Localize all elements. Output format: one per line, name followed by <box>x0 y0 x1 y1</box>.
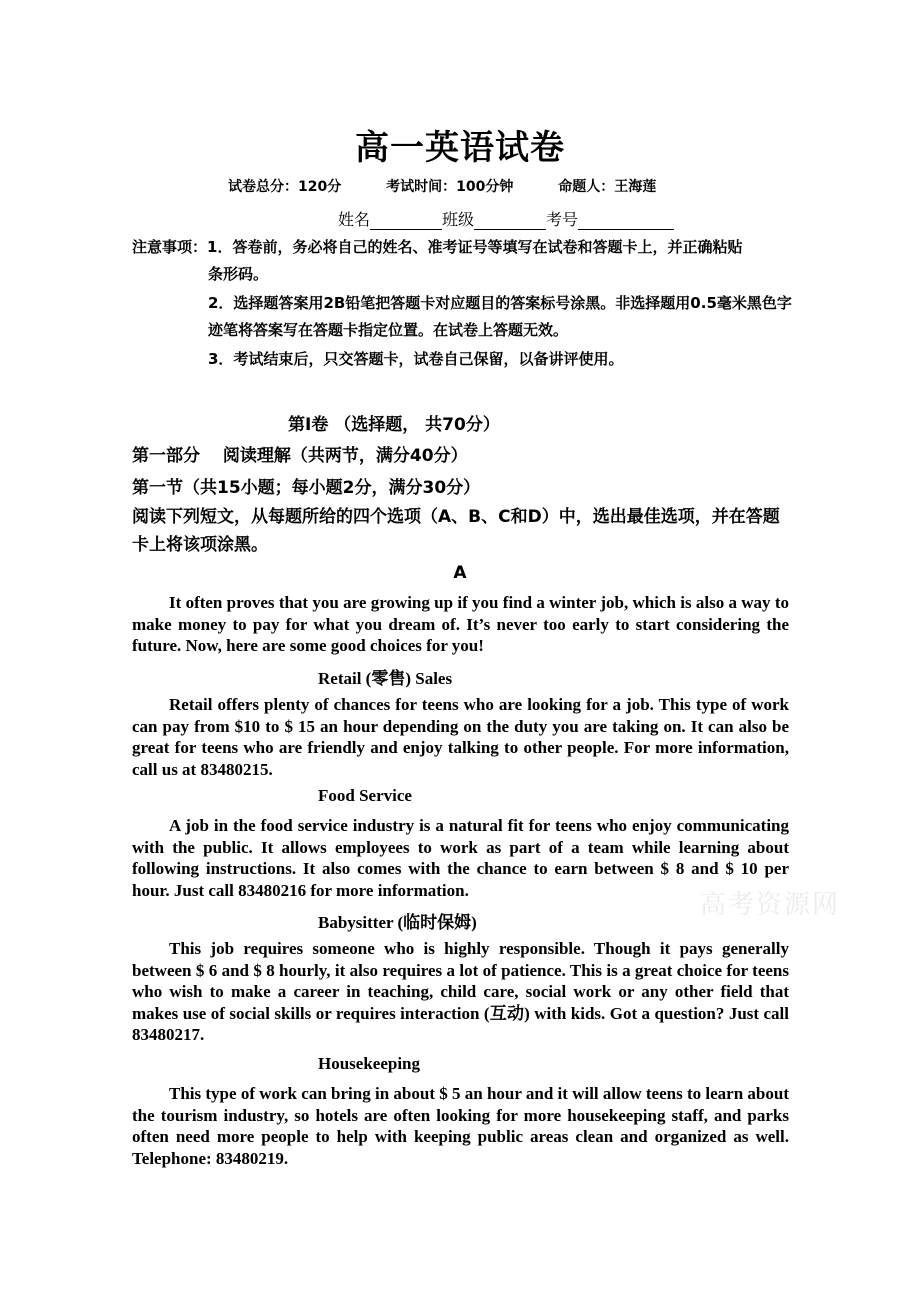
name-label: 姓名 <box>338 210 371 229</box>
job-body-food-text: A job in the food service industry is a natural fit for teens who enjoy communicating with the public. It allows employees to work as part of a team while learning about following instructions. It also comes with the chance to earn between $ 8 and $ 10 per hour. Just call 83480216 for more information. <box>132 816 789 900</box>
notice-item-1 <box>132 234 792 288</box>
job-body-housekeeping-text: This type of work can bring in about $ 5 an hour and it will allow teens to learn about the tourism industry, so hotels are often looking for more housekeeping staff, and parks often need more people to help with keeping public areas clean and organized as well. Telephone: 83480219. <box>132 1084 789 1168</box>
job-title-housekeeping: Housekeeping <box>318 1054 421 1073</box>
section1-heading: 第一节（共15小题；每小题2分，满分30分） <box>132 478 481 498</box>
job-body-babysitter-text: This job requires someone who is highly responsible. Though it pays generally between $ 6 and $ 8 hourly, it also requires a lot of patience. This is a great choice for teens who wish to make a career in teaching, child care, social work or any other field that makes use of social skills or requires interaction (互动) with kids. Got a question? Just call 83480217. <box>132 939 789 1045</box>
notice-item-1-text: 注意事项：1．答卷前，务必将自己的姓名、准考证号等填写在试卷和答题卡上，并正确粘贴 <box>132 238 743 256</box>
number-blank[interactable] <box>578 213 674 230</box>
exam-info <box>228 176 656 196</box>
notice-item-2: 2．选择题答案用2B铅笔把答题卡对应题目的答案标号涂黑。非选择题用0.5毫米黑色字迹笔将答案写在答题卡指定位置。在试卷上答题无效。 <box>208 294 792 339</box>
number-label: 考号 <box>546 210 579 229</box>
student-info-row <box>338 207 674 230</box>
total-score: 试卷总分：120分 <box>228 179 342 195</box>
passage-label: A <box>453 563 467 583</box>
notice-item-3: 3．考试结束后，只交答题卡，试卷自己保留，以备讲评使用。 <box>208 350 624 368</box>
page-title: 高一英语试卷 <box>355 128 565 168</box>
exam-time: 考试时间：100分钟 <box>386 179 514 195</box>
passage-intro <box>132 592 789 657</box>
class-blank[interactable] <box>474 213 546 230</box>
class-label: 班级 <box>442 210 475 229</box>
job-body-babysitter <box>132 938 789 1046</box>
reading-instructions: 阅读下列短文，从每题所给的四个选项（A、B、C和D）中，选出最佳选项，并在答题卡上将该项涂黑。 <box>132 507 780 555</box>
job-body-retail-text: Retail offers plenty of chances for teens who are looking for a job. This type of work can pay from $10 to $ 15 an hour depending on the duty you are taking on. It can also be great for teens who are friendly and enjoy talking to other people. For more information, call us at 83480215. <box>132 695 789 779</box>
job-body-housekeeping <box>132 1083 789 1169</box>
volume-heading: 第Ⅰ卷 （选择题， 共70分） <box>288 415 500 435</box>
notice-item-1-cont: 条形码。 <box>208 265 269 283</box>
passage-intro-text: It often proves that you are growing up if you find a winter job, which is also a way to make money to pay for what you dream of. It’s never too early to start considering the future. Now, here are some good choices for you! <box>132 593 789 656</box>
exam-author: 命题人：王海莲 <box>558 179 657 195</box>
job-title-retail: Retail (零售) Sales <box>318 669 453 688</box>
job-body-food <box>132 815 789 901</box>
job-title-food: Food Service <box>318 786 412 805</box>
watermark: 高考资源网 <box>700 890 841 920</box>
part1-heading: 第一部分 阅读理解（共两节，满分40分） <box>132 446 468 466</box>
name-blank[interactable] <box>370 213 442 230</box>
job-title-babysitter: Babysitter (临时保姆) <box>318 913 477 932</box>
job-body-retail <box>132 694 789 780</box>
